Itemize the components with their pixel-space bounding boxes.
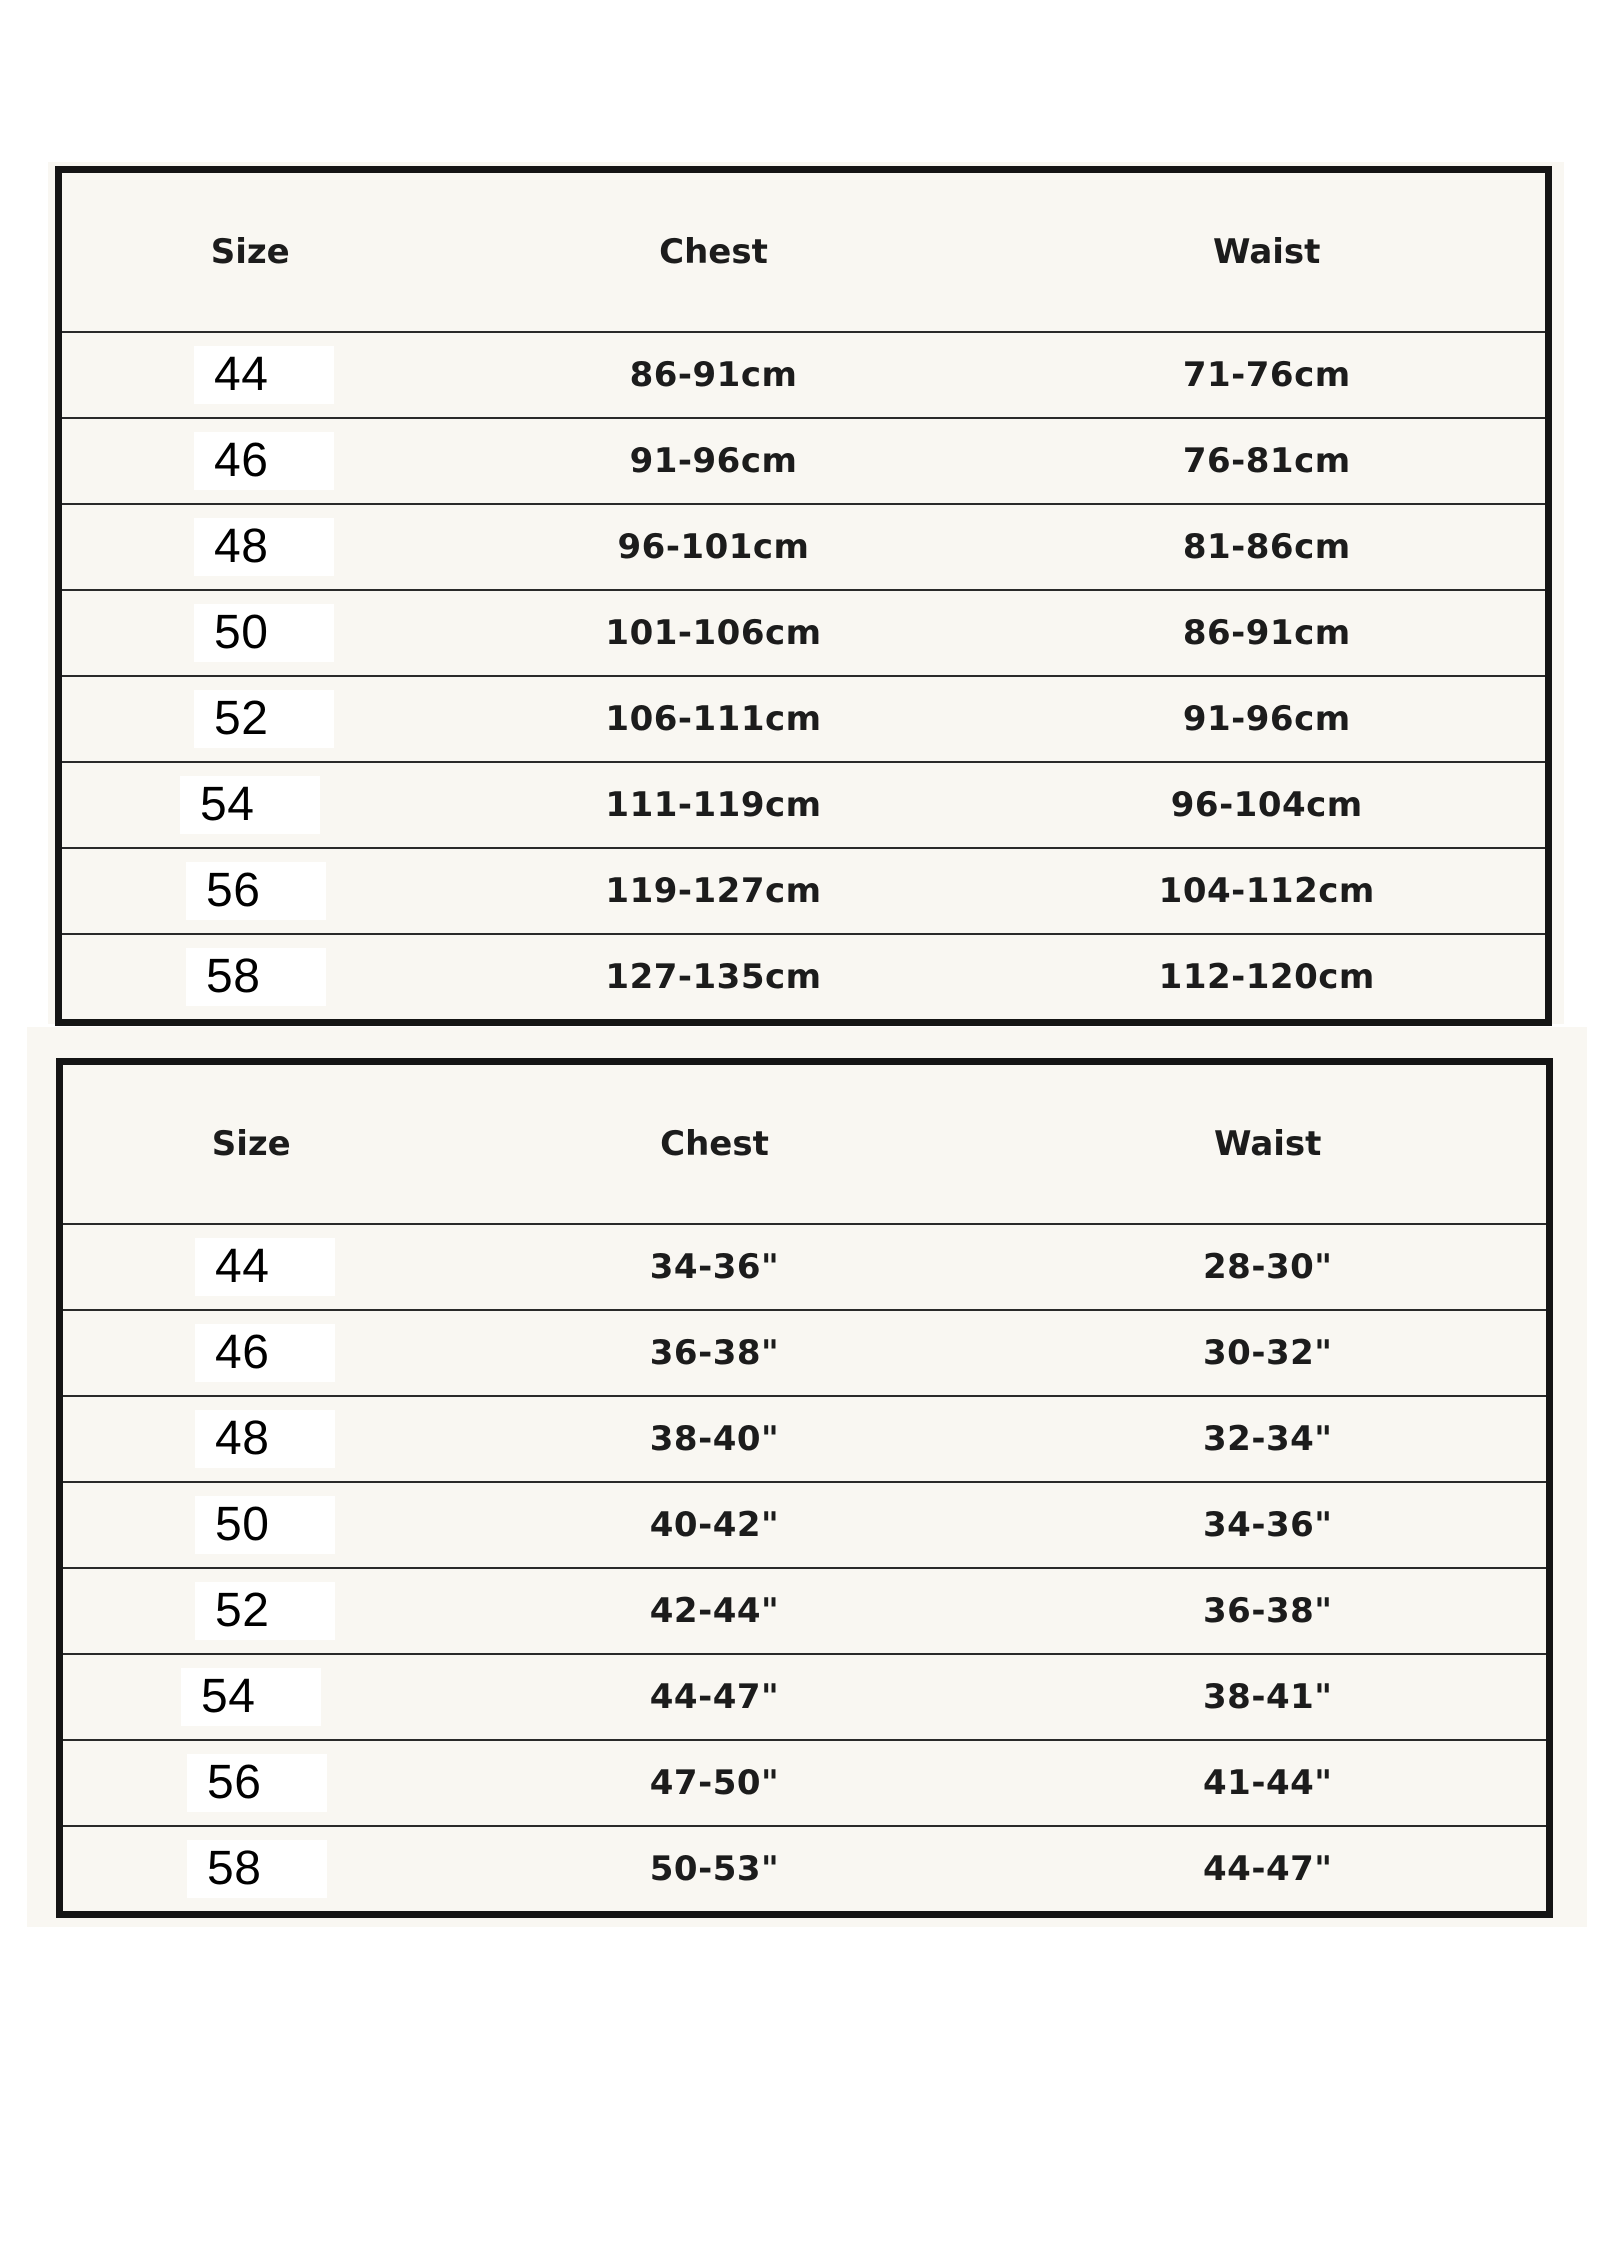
size-cell bbox=[60, 1310, 440, 1396]
waist-value: 32-34" bbox=[990, 1396, 1550, 1482]
chest-value: 47-50" bbox=[440, 1740, 990, 1826]
table-row bbox=[59, 848, 1549, 934]
header-row bbox=[59, 170, 1549, 333]
chest-value: 40-42" bbox=[440, 1482, 990, 1568]
waist-value: 38-41" bbox=[990, 1654, 1550, 1740]
size-header: Size bbox=[210, 232, 290, 272]
chest-value: 91-96cm bbox=[439, 418, 989, 504]
chest-value: 127-135cm bbox=[439, 934, 989, 1023]
chest-value: 38-40" bbox=[440, 1396, 990, 1482]
table-row bbox=[60, 1482, 1550, 1568]
size-value: 56 bbox=[186, 862, 326, 920]
size-header: Size bbox=[211, 1124, 291, 1164]
chest-value: 96-101cm bbox=[439, 504, 989, 590]
table-row bbox=[59, 332, 1549, 418]
size-cell bbox=[59, 590, 439, 676]
size-cell bbox=[60, 1826, 440, 1915]
chest-value: 36-38" bbox=[440, 1310, 990, 1396]
table-row bbox=[60, 1826, 1550, 1915]
size-cell bbox=[59, 934, 439, 1023]
chest-value: 44-47" bbox=[440, 1654, 990, 1740]
waist-value: 104-112cm bbox=[989, 848, 1549, 934]
size-value: 50 bbox=[195, 1496, 335, 1554]
waist-value: 41-44" bbox=[990, 1740, 1550, 1826]
size-value: 54 bbox=[181, 1668, 321, 1726]
waist-value: 96-104cm bbox=[989, 762, 1549, 848]
size-cell bbox=[60, 1654, 440, 1740]
table-row bbox=[59, 418, 1549, 504]
size-chart-centimeters bbox=[55, 166, 1552, 1026]
size-chart-inches bbox=[56, 1058, 1553, 1918]
chest-value: 119-127cm bbox=[439, 848, 989, 934]
waist-value: 36-38" bbox=[990, 1568, 1550, 1654]
table-row bbox=[59, 504, 1549, 590]
waist-header: Waist bbox=[1213, 232, 1321, 272]
waist-value: 28-30" bbox=[990, 1224, 1550, 1310]
chest-value: 101-106cm bbox=[439, 590, 989, 676]
table-row bbox=[60, 1310, 1550, 1396]
waist-value: 81-86cm bbox=[989, 504, 1549, 590]
size-value: 44 bbox=[195, 1238, 335, 1296]
size-value: 54 bbox=[180, 776, 320, 834]
chest-header: Chest bbox=[660, 1124, 769, 1164]
size-cell bbox=[59, 332, 439, 418]
header-row bbox=[60, 1062, 1550, 1225]
size-cell bbox=[59, 418, 439, 504]
size-value: 56 bbox=[187, 1754, 327, 1812]
table-row bbox=[60, 1396, 1550, 1482]
size-value: 48 bbox=[194, 518, 334, 576]
table-row bbox=[59, 590, 1549, 676]
size-cell bbox=[60, 1740, 440, 1826]
size-cell bbox=[60, 1396, 440, 1482]
size-value: 52 bbox=[194, 690, 334, 748]
chest-header: Chest bbox=[659, 232, 768, 272]
size-cell bbox=[59, 504, 439, 590]
size-value: 48 bbox=[195, 1410, 335, 1468]
size-value: 44 bbox=[194, 346, 334, 404]
chest-value: 34-36" bbox=[440, 1224, 990, 1310]
size-value: 58 bbox=[186, 948, 326, 1006]
waist-value: 71-76cm bbox=[989, 332, 1549, 418]
table-row bbox=[60, 1568, 1550, 1654]
table-row bbox=[59, 762, 1549, 848]
table-row bbox=[60, 1654, 1550, 1740]
chest-value: 111-119cm bbox=[439, 762, 989, 848]
size-cell bbox=[59, 676, 439, 762]
size-cell bbox=[60, 1482, 440, 1568]
size-value: 46 bbox=[194, 432, 334, 490]
chest-value: 106-111cm bbox=[439, 676, 989, 762]
table-row bbox=[60, 1740, 1550, 1826]
size-value: 46 bbox=[195, 1324, 335, 1382]
waist-value: 44-47" bbox=[990, 1826, 1550, 1915]
size-cell bbox=[60, 1568, 440, 1654]
size-value: 58 bbox=[187, 1840, 327, 1898]
size-value: 52 bbox=[195, 1582, 335, 1640]
waist-value: 91-96cm bbox=[989, 676, 1549, 762]
waist-value: 34-36" bbox=[990, 1482, 1550, 1568]
size-cell bbox=[59, 762, 439, 848]
size-cell bbox=[59, 848, 439, 934]
waist-value: 86-91cm bbox=[989, 590, 1549, 676]
table-row bbox=[60, 1224, 1550, 1310]
chest-value: 86-91cm bbox=[439, 332, 989, 418]
waist-value: 30-32" bbox=[990, 1310, 1550, 1396]
size-cell bbox=[60, 1224, 440, 1310]
size-value: 50 bbox=[194, 604, 334, 662]
waist-value: 112-120cm bbox=[989, 934, 1549, 1023]
chest-value: 50-53" bbox=[440, 1826, 990, 1915]
waist-header: Waist bbox=[1214, 1124, 1322, 1164]
table-row bbox=[59, 934, 1549, 1023]
waist-value: 76-81cm bbox=[989, 418, 1549, 504]
table-row bbox=[59, 676, 1549, 762]
chest-value: 42-44" bbox=[440, 1568, 990, 1654]
